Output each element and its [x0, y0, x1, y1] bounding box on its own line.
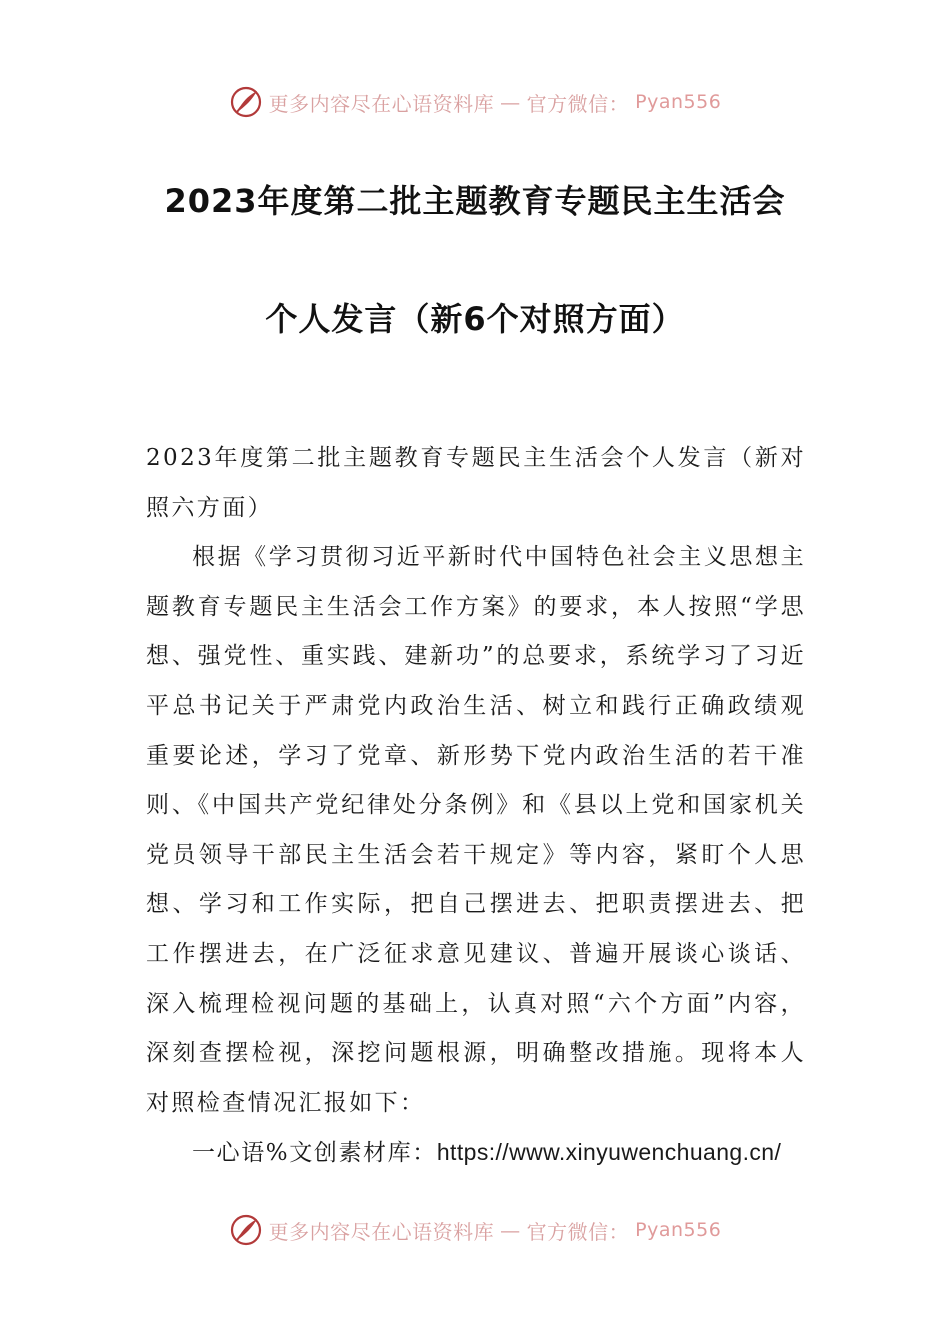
source-line — [146, 1128, 806, 1179]
source-link[interactable]: https://www.xinyuwenchuang.cn/ — [436, 1139, 782, 1166]
watermark-id: Pyan556 — [635, 1219, 722, 1241]
footer-watermark — [0, 1210, 950, 1250]
quill-logo-icon — [229, 1213, 263, 1247]
intro-paragraph: 2023年度第二批主题教育专题民主生活会个人发言（新对照六方面） — [146, 445, 806, 521]
watermark-official: 官方微信： — [526, 91, 630, 116]
body-paragraph-1: 根据《学习贯彻习近平新时代中国特色社会主义思想主题教育专题民主生活会工作方案》的要求，本人按照“学思想、强党性、重实践、建新功”的总要求，系统学习了习近平总书记关于严肃党内政治生活、树立和践行正确政绩观重要论述，学习了党章、新形势下党内政治生活的若干准则、《中国共产党纪律处分条例》和《县以上党和国家机关党员领导干部民主生活会若干规定》等内容，紧盯个人思想、学习和工作实际，把自己摆进去、把职责摆进去、把工作摆进去，在广泛征求意见建议、普遍开展谈心谈话、深入梳理检视问题的基础上，认真对照“六个方面”内容，深刻查摆检视，深挖问题根源，明确整改措施。现将本人对照检查情况汇报如下： — [146, 544, 806, 1116]
document-title-line-1: 2023年度第二批主题教育专题民主生活会 — [164, 182, 786, 220]
watermark-text: 更多内容尽在心语资料库 — [268, 91, 495, 116]
document-body — [146, 434, 806, 1179]
source-label: 一心语%文创素材库： — [192, 1140, 437, 1167]
watermark-official: 官方微信： — [526, 1219, 630, 1244]
watermark-dash: — — [500, 90, 521, 114]
quill-logo-icon — [229, 85, 263, 119]
watermark-text: 更多内容尽在心语资料库 — [268, 1219, 495, 1244]
watermark-id: Pyan556 — [635, 91, 722, 113]
watermark-dash: — — [500, 1218, 521, 1242]
document-title-line-2: 个人发言（新6个对照方面） — [265, 300, 685, 338]
header-watermark — [0, 82, 950, 122]
